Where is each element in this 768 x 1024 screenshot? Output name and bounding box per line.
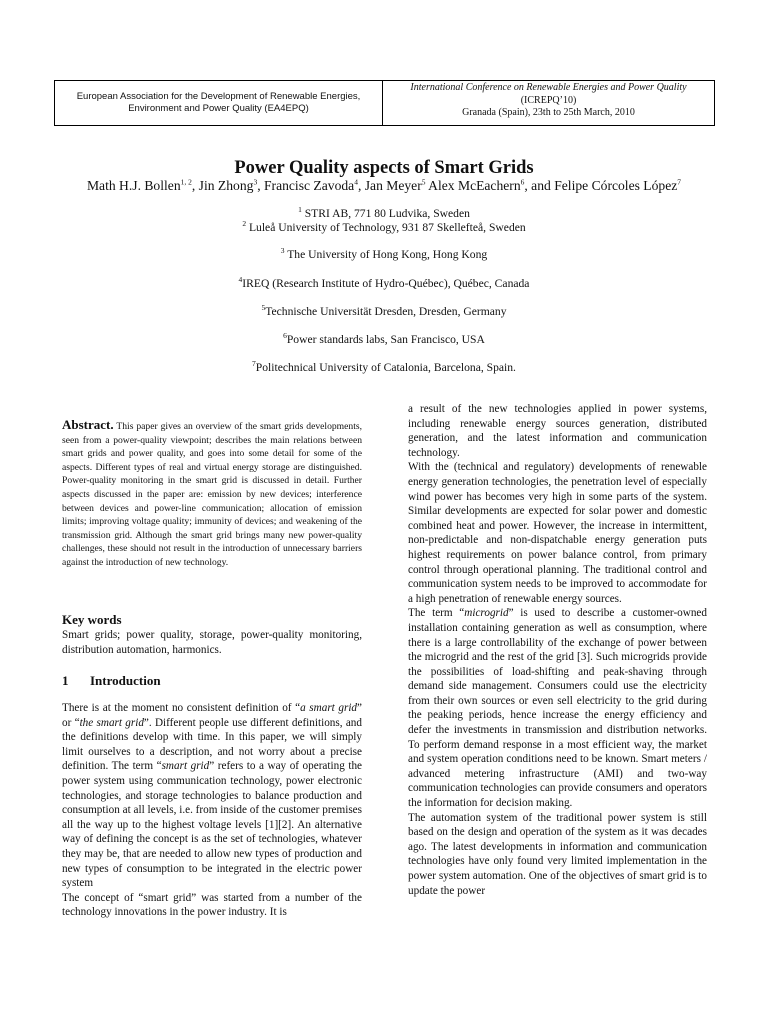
affiliation-sup: 7	[252, 359, 256, 369]
author-name: Alex McEachern	[428, 178, 521, 193]
affiliation-7	[0, 361, 768, 374]
affiliation-text: The University of Hong Kong, Hong Kong	[284, 248, 488, 261]
text-run: The term “	[408, 607, 465, 620]
author-sup: 5	[421, 177, 426, 187]
emphasis: smart grid	[161, 760, 210, 773]
author-sup: 1, 2	[180, 177, 192, 187]
author-name: Math H.J. Bollen	[86, 178, 181, 193]
text-run: There is at the moment no consistent definition of “	[62, 702, 301, 714]
emphasis: a smart grid	[300, 702, 358, 714]
association-name: European Association for the Development of Renewable Energies, Environment and Power Quality (EA4EPQ)	[55, 81, 383, 125]
text-run: ” or “	[62, 702, 362, 729]
affiliation-1	[0, 207, 768, 220]
affiliation-2	[0, 221, 768, 234]
paper-title: Power Quality aspects of Smart Grids	[234, 158, 534, 178]
text-run: ”. Different people use different definitions, and the definitions develop with time. In this paper, we will simply limit ourselves to a description, and not worry about a precise definition. The term “	[62, 716, 362, 773]
affiliation-sup: 2	[242, 219, 247, 229]
text-run: ” is used to describe a customer-owned installation containing generation as well as consumption, where there is a large controllability of the exchange of power between the microgrid and the rest of the grid [3]. Such microgrids provide the possibilities of load-shifting and peak-shaving through demand side management. Consumers could use the electricity from their own sources or even sell electricity to the grid during the peaking periods, hence increase the energy efficiency and defer the investments in transmission and distribution networks. To perform demand response in a most efficient way, the market and system operation conditions need to be known. Smart meters / advanced metering infrastructure (AMI) and two-way communication technologies can provide consumers and operators the information for decision making.	[408, 607, 707, 810]
abstract	[62, 418, 362, 570]
conference-location-date: Granada (Spain), 23th to 25th March, 2010	[462, 107, 635, 118]
keywords-text: Smart grids; power quality, storage, power-quality monitoring, distribution automation, harmonics.	[62, 629, 362, 656]
author-name: Felipe Córcoles López	[554, 178, 678, 193]
affiliation-text: IREQ (Research Institute of Hydro-Québec), Québec, Canada	[242, 277, 530, 290]
abstract-text: This paper gives an overview of the smart grids developments, seen from a power-quality viewpoint; describes the main relations between smart grids and power quality, and goes into some detail for some of the aspects. Different types of real and virtual energy storage are distinguished. Power-quality monitoring in the smart grid is discussed in detail. Further aspects discussed in the paper are: emission by new devices; interference between devices and power-line communication; allocation of emission limits; improving voltage quality; immunity of devices; and weakening of the transmission grid. Although the smart grid brings many new power-quality challenges, these should not result in the introduction of unnecessary barriers against the introduction of new technology.	[62, 421, 362, 568]
affiliation-sup: 3	[280, 246, 285, 256]
author-name: Jan Meyer	[364, 178, 422, 193]
affiliation-sup: 5	[261, 303, 266, 313]
conference-header-box	[54, 80, 715, 126]
emphasis: the smart grid	[79, 716, 144, 729]
affiliation-3	[0, 248, 768, 261]
affiliation-text: Politechnical University of Catalonia, Barcelona, Spain.	[255, 361, 516, 374]
right-paragraph-3	[408, 606, 707, 810]
affiliation-4	[0, 277, 768, 290]
author-separator: ,	[357, 178, 365, 193]
author-separator: , and	[524, 178, 555, 193]
affiliation-sup: 6	[283, 331, 287, 341]
author-separator: ,	[191, 178, 199, 193]
right-paragraph-4: The automation system of the traditional power system is still based on the design and operation of the system as it was decades ago. The latest developments in information and communication technologies have only found very limited implementation in the power system automation. One of the objectives of smart grid is to update the power	[408, 811, 707, 897]
author-sup: 7	[677, 177, 682, 187]
section-heading	[62, 673, 161, 689]
conference-info	[383, 81, 714, 125]
right-column	[408, 402, 707, 898]
keywords-heading: Key words	[62, 612, 122, 627]
author-separator: ,	[257, 178, 264, 193]
abstract-heading: Abstract.	[62, 417, 114, 432]
affiliation-6	[0, 333, 768, 346]
intro-paragraph-1	[62, 701, 362, 891]
affiliation-sup: 4	[238, 275, 243, 285]
introduction-text	[62, 701, 362, 920]
author-name: Francisc Zavoda	[263, 178, 355, 193]
text-run: ” refers to a way of operating the power system using communication technology, power electronic technologies, and storage technologies to balance production and consumption at all levels, i.e. from inside of the customer premises all the way up to the highest voltage levels [1][2]. An alternative way of defining the concept is as the set of technologies, whatever they may be, that are needed to allow new types of production and new types of consumption to be integrated in the electric power system	[62, 760, 363, 890]
author-list	[0, 178, 768, 194]
affiliation-5	[0, 305, 768, 318]
emphasis: microgrid	[464, 607, 509, 620]
affiliation-sup: 1	[298, 205, 302, 215]
author-sup: 4	[354, 177, 358, 187]
author-sup: 6	[520, 177, 525, 187]
conference-acronym: (ICREPQ’10)	[520, 94, 577, 106]
affiliation-text: Luleå University of Technology, 931 87 Skellefteå, Sweden	[246, 221, 526, 234]
section-number: 1	[62, 673, 69, 688]
conference-title: International Conference on Renewable Energies and Power Quality	[410, 82, 687, 93]
author-name: Jin Zhong	[198, 178, 254, 193]
section-title: Introduction	[90, 673, 161, 688]
right-paragraph-1: a result of the new technologies applied in power systems, including renewable energy sources generation, distributed generation, and the latest information and communication technology.	[408, 403, 707, 459]
affiliation-text: Power standards labs, San Francisco, USA	[286, 333, 485, 346]
affiliation-text: Technische Universität Dresden, Dresden, Germany	[265, 305, 507, 318]
author-sup: 3	[253, 177, 258, 187]
affiliation-text: STRI AB, 771 80 Ludvika, Sweden	[301, 207, 470, 220]
intro-paragraph-2: The concept of “smart grid” was started from a number of the technology innovations in the power industry. It is	[62, 891, 362, 919]
right-paragraph-2: With the (technical and regulatory) developments of renewable energy generation technologies, the penetration level of especially wind power has becomes very high in some parts of the system. Similar developments are expected for solar power and domestic combined heat and power. However, the increase in intermittent, non-predictable and non-dispatchable energy generation puts highest requirements on power balance control, from primary control through operational planning. The traditional control and communication system needs to be improved to accommodate for a high penetration of renewable energy sources.	[408, 461, 707, 605]
